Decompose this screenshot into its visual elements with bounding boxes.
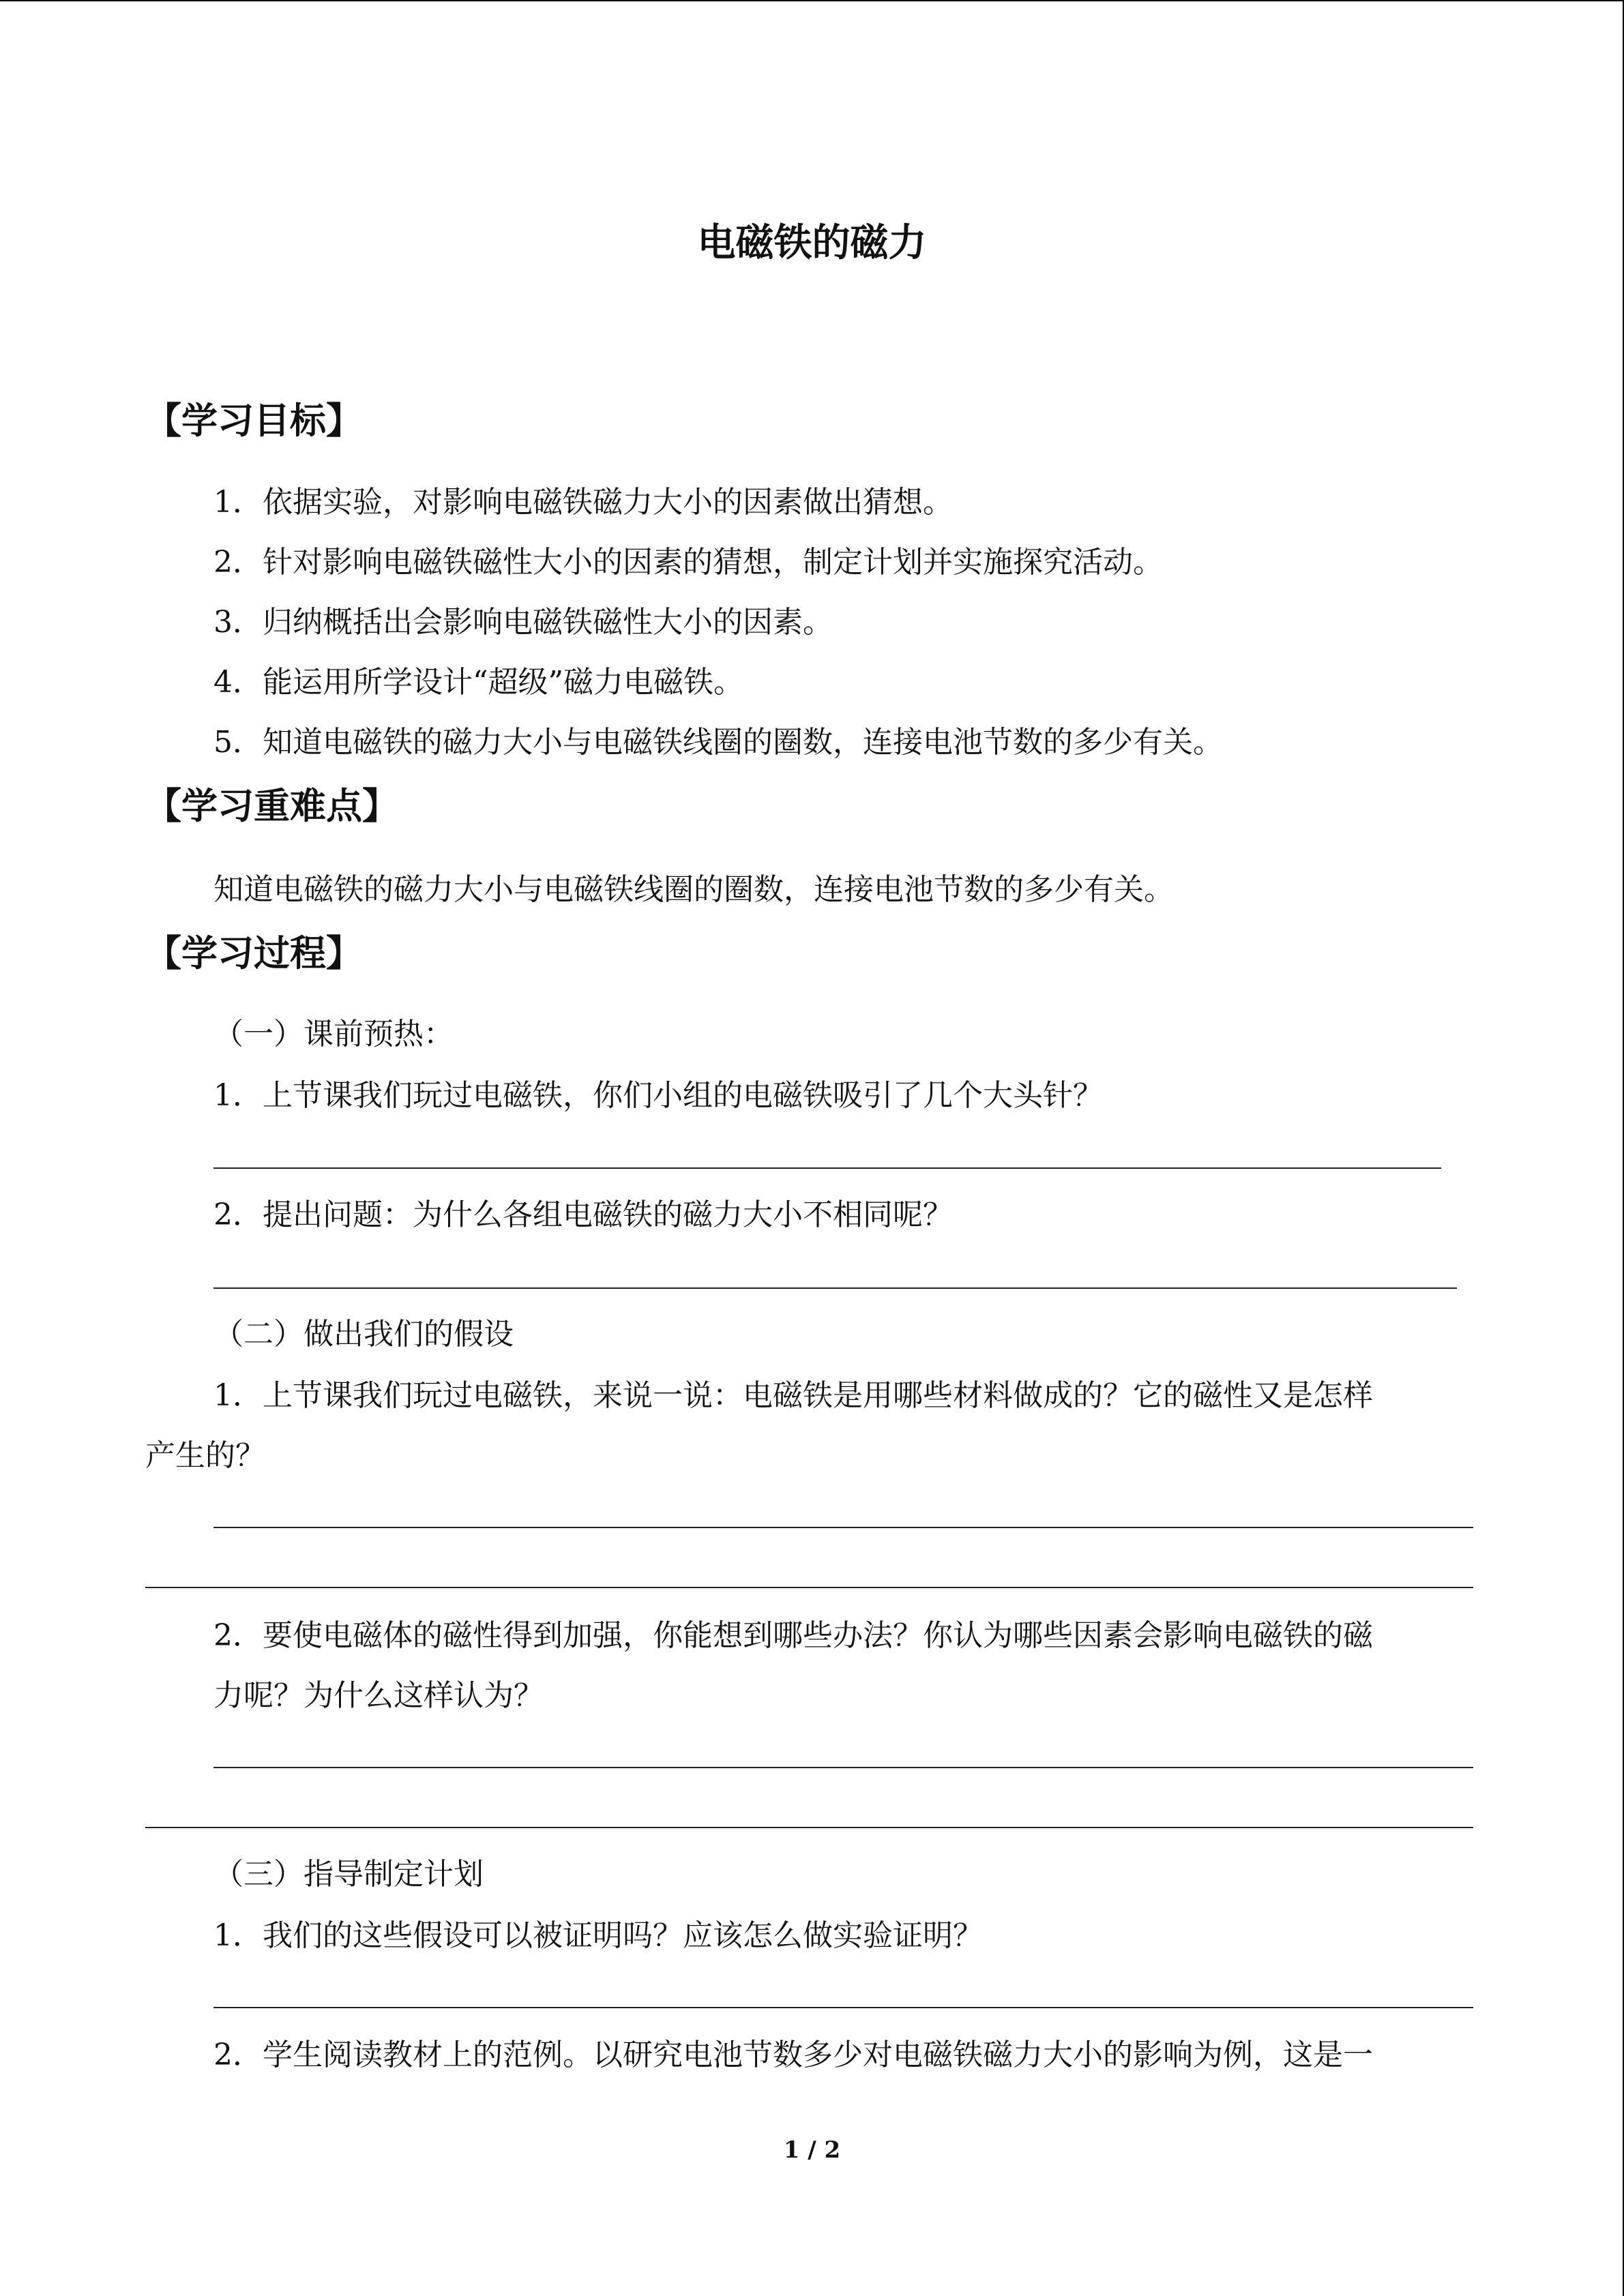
answer-line[interactable] — [213, 2007, 1473, 2008]
process-heading: 【学习过程】 — [145, 933, 362, 974]
objective-item: 2．针对影响电磁铁磁性大小的因素的猜想，制定计划并实施探究活动。 — [213, 545, 1163, 580]
part3-question-1: 1．我们的这些假设可以被证明吗？应该怎么做实验证明？ — [213, 1918, 983, 1953]
part2-question-2-line2: 力呢？为什么这样认为？ — [213, 1678, 544, 1713]
objective-item: 4．能运用所学设计“超级”磁力电磁铁。 — [213, 665, 743, 700]
key-points-heading: 【学习重难点】 — [145, 786, 398, 827]
objectives-heading: 【学习目标】 — [145, 400, 362, 442]
part1-question-2: 2．提出问题：为什么各组电磁铁的磁力大小不相同呢？ — [213, 1197, 953, 1232]
part1-label: （一）课前预热： — [213, 1017, 454, 1052]
part1-question-1: 1．上节课我们玩过电磁铁，你们小组的电磁铁吸引了几个大头针？ — [213, 1078, 1103, 1113]
part2-label: （二）做出我们的假设 — [213, 1317, 514, 1352]
objective-item: 3．归纳概括出会影响电磁铁磁性大小的因素。 — [213, 605, 833, 640]
part2-question-1-line2: 产生的？ — [145, 1438, 265, 1473]
answer-line[interactable] — [145, 1587, 1473, 1588]
page-number: 1 / 2 — [783, 2136, 841, 2164]
answer-line[interactable] — [213, 1287, 1457, 1289]
objective-item: 1．依据实验，对影响电磁铁磁力大小的因素做出猜想。 — [213, 485, 953, 520]
objective-item: 5．知道电磁铁的磁力大小与电磁铁线圈的圈数，连接电池节数的多少有关。 — [213, 725, 1223, 760]
answer-line[interactable] — [213, 1167, 1441, 1169]
part3-label: （三）指导制定计划 — [213, 1857, 484, 1892]
part2-question-1-line1: 1．上节课我们玩过电磁铁，来说一说：电磁铁是用哪些材料做成的？它的磁性又是怎样 — [213, 1378, 1373, 1413]
answer-line[interactable] — [213, 1767, 1473, 1768]
page-top-border — [0, 0, 1624, 1]
answer-line[interactable] — [213, 1527, 1473, 1528]
part3-question-2-line1: 2．学生阅读教材上的范例。以研究电池节数多少对电磁铁磁力大小的影响为例，这是一 — [213, 2038, 1373, 2072]
part2-question-2-line1: 2．要使电磁体的磁性得到加强，你能想到哪些办法？你认为哪些因素会影响电磁铁的磁 — [213, 1618, 1373, 1653]
answer-line[interactable] — [145, 1827, 1473, 1828]
key-points-text: 知道电磁铁的磁力大小与电磁铁线圈的圈数，连接电池节数的多少有关。 — [213, 872, 1174, 907]
page-title: 电磁铁的磁力 — [697, 221, 927, 265]
